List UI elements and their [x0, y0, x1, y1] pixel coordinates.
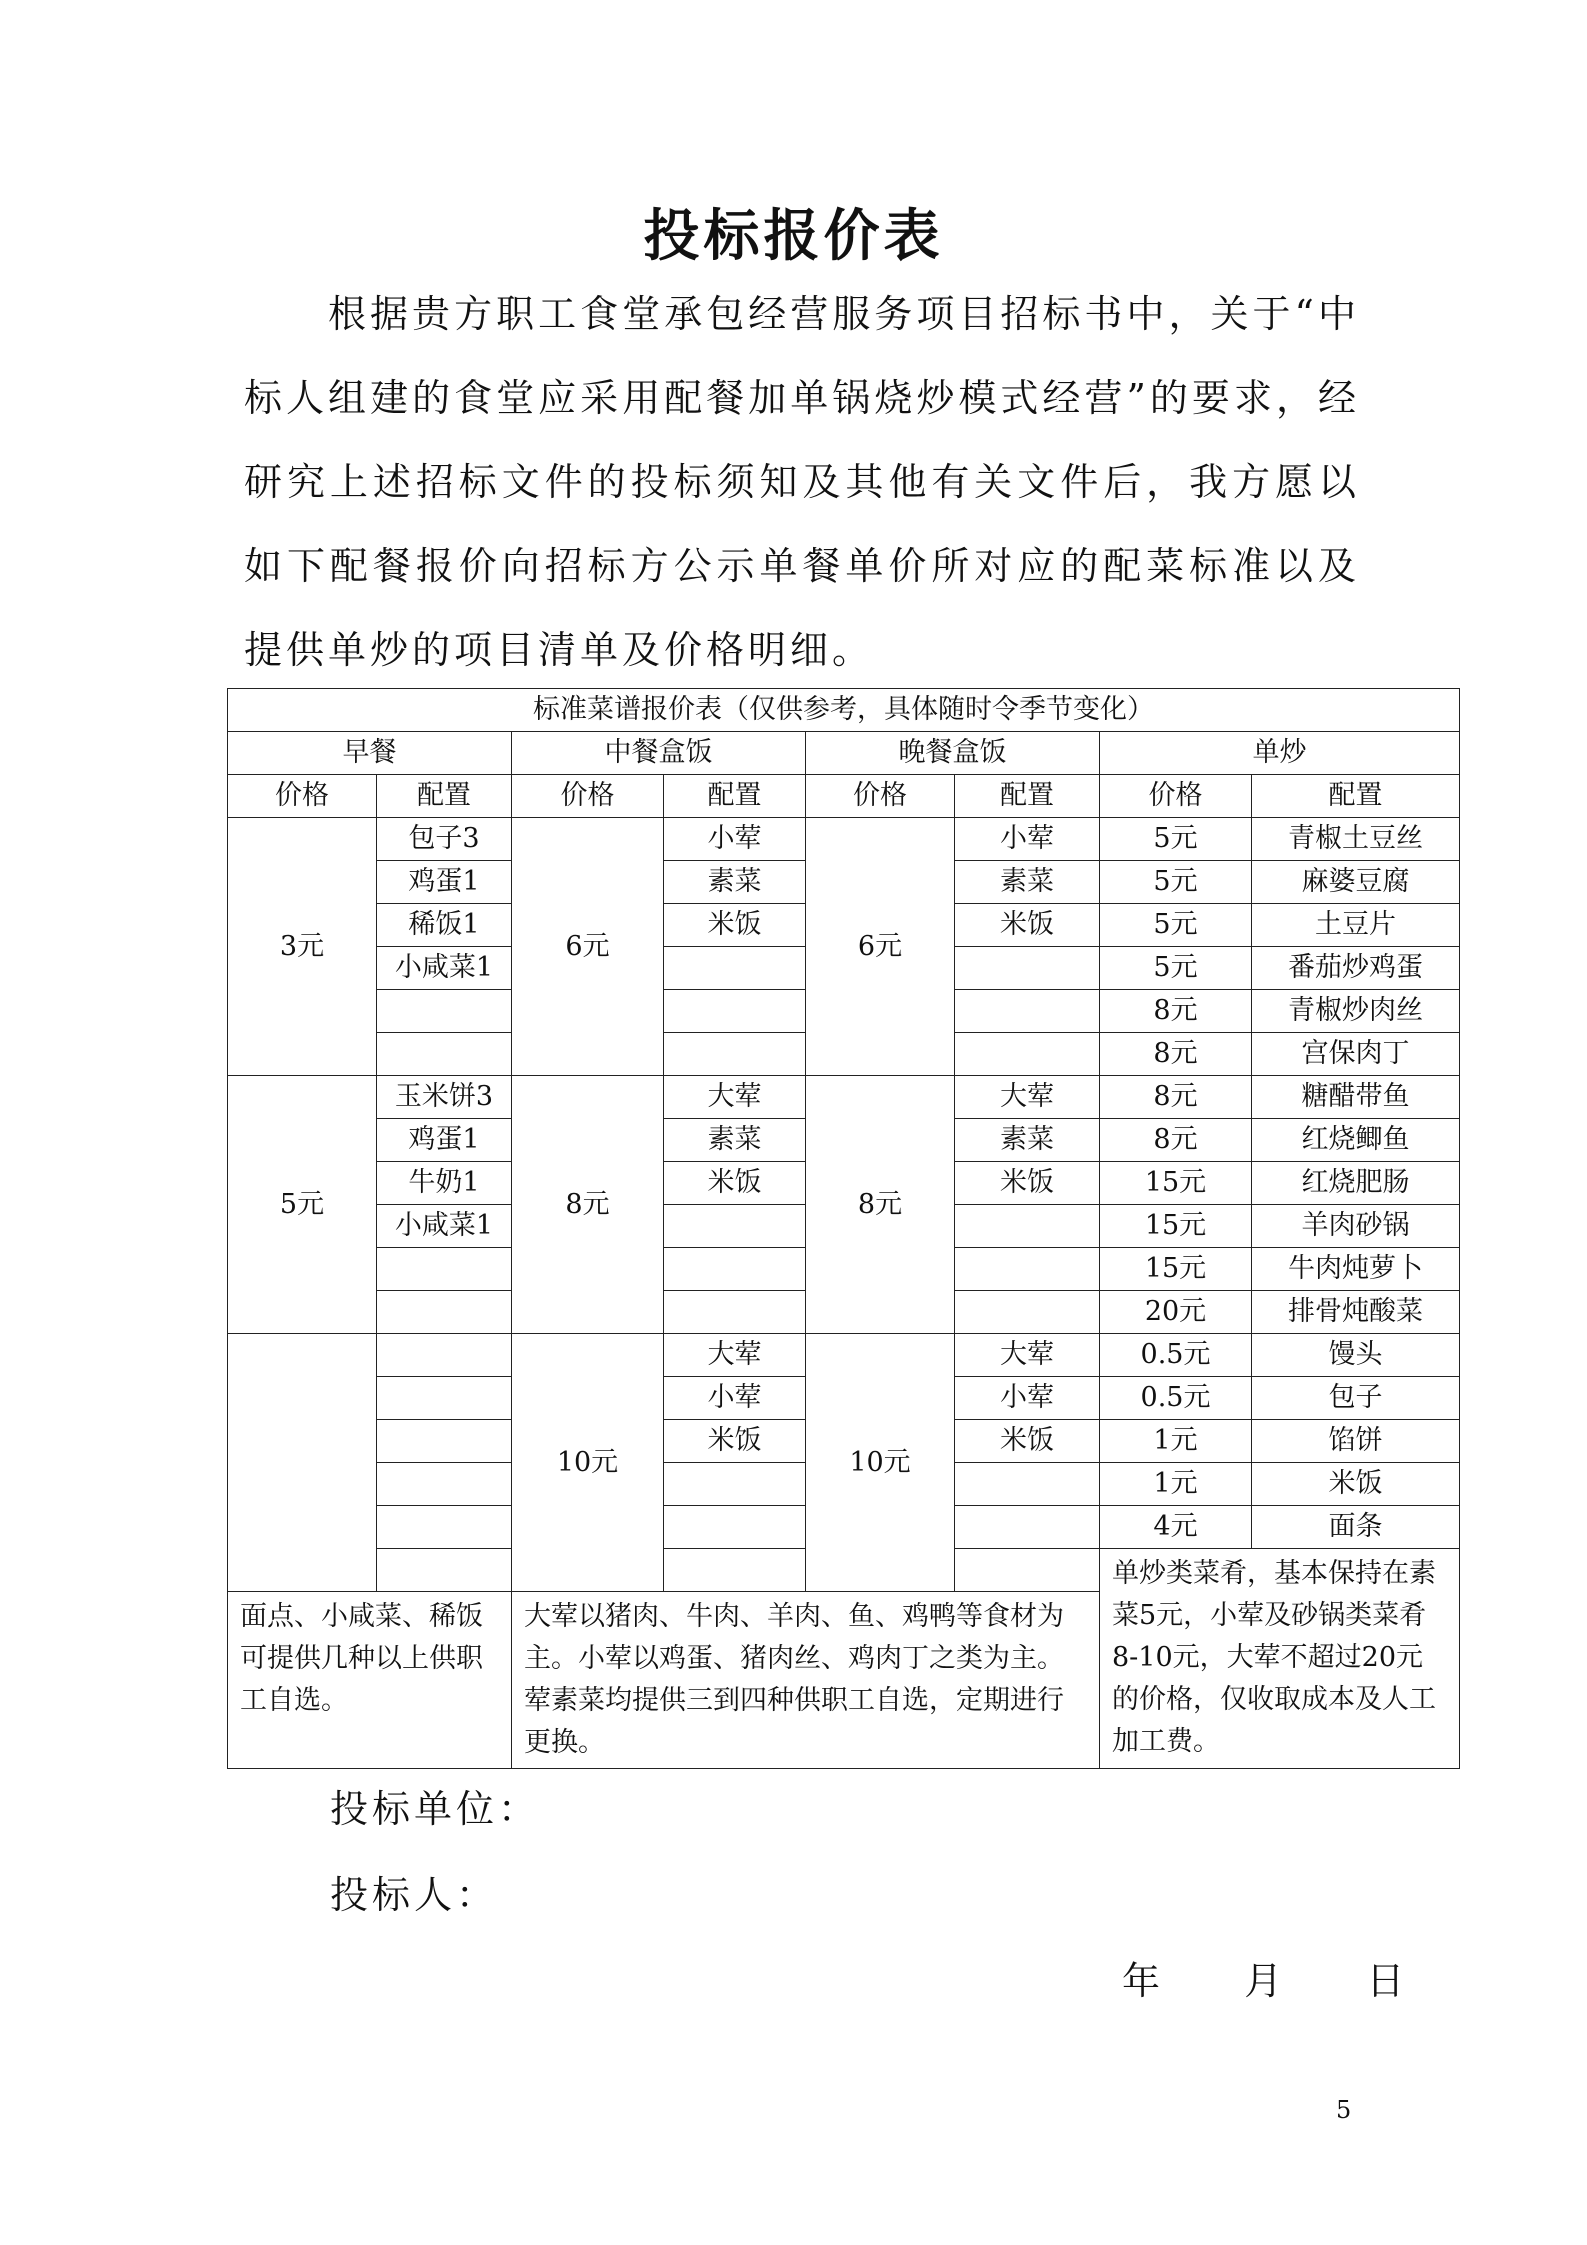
dinner-item: 米饭: [955, 904, 1100, 947]
page-title: 投标报价表: [643, 203, 944, 269]
page-number: 5: [1336, 2096, 1352, 2124]
lunch-item: [664, 1248, 806, 1291]
stir-fry-dish: 宫保肉丁: [1252, 1033, 1460, 1076]
breakfast-item: [377, 1248, 512, 1291]
stir-fry-price: 0.5元: [1100, 1377, 1252, 1420]
stir-fry-price: 15元: [1100, 1162, 1252, 1205]
dinner-item: 小荤: [955, 1377, 1100, 1420]
dinner-item: [955, 990, 1100, 1033]
dinner-price: 6元: [806, 818, 955, 1076]
breakfast-price: 5元: [228, 1076, 377, 1334]
price-header: 价格: [228, 775, 377, 818]
dinner-item: 大荤: [955, 1076, 1100, 1119]
year-label: 年: [1122, 1959, 1161, 2003]
stir-fry-price: 5元: [1100, 904, 1252, 947]
table-sub-header-row: [228, 775, 1460, 818]
lunch-item: [664, 947, 806, 990]
stir-fry-dish: 面条: [1252, 1506, 1460, 1549]
stir-fry-dish: 土豆片: [1252, 904, 1460, 947]
breakfast-item: 鸡蛋1: [377, 1119, 512, 1162]
stir-fry-price: 1元: [1100, 1463, 1252, 1506]
group-header: 中餐盒饭: [512, 732, 806, 775]
breakfast-item: [377, 990, 512, 1033]
breakfast-note: 面点、小咸菜、稀饭可提供几种以上供职工自选。: [228, 1592, 512, 1769]
stir-fry-dish: 排骨炖酸菜: [1252, 1291, 1460, 1334]
breakfast-item: 牛奶1: [377, 1162, 512, 1205]
breakfast-price: 3元: [228, 818, 377, 1076]
table-caption-row: [228, 689, 1460, 732]
breakfast-item: [377, 1420, 512, 1463]
group-header: 晚餐盒饭: [806, 732, 1100, 775]
stir-fry-price: 5元: [1100, 861, 1252, 904]
stir-fry-price: 15元: [1100, 1205, 1252, 1248]
lunch-item: [664, 1033, 806, 1076]
stir-fry-price: 4元: [1100, 1506, 1252, 1549]
stir-fry-price: 8元: [1100, 990, 1252, 1033]
table-row: [228, 1334, 1460, 1377]
breakfast-item: 玉米饼3: [377, 1076, 512, 1119]
dinner-item: [955, 1248, 1100, 1291]
stir-fry-dish: 麻婆豆腐: [1252, 861, 1460, 904]
stir-fry-dish: 青椒炒肉丝: [1252, 990, 1460, 1033]
stir-fry-dish: 馒头: [1252, 1334, 1460, 1377]
lunch-item: 米饭: [664, 1162, 806, 1205]
dinner-item: 小荤: [955, 818, 1100, 861]
table-row: [228, 1076, 1460, 1119]
dinner-price: 8元: [806, 1076, 955, 1334]
lunch-price: 10元: [512, 1334, 664, 1592]
dinner-item: 大荤: [955, 1334, 1100, 1377]
price-header: 价格: [806, 775, 955, 818]
table-row: [228, 818, 1460, 861]
stir-fry-dish: 包子: [1252, 1377, 1460, 1420]
dinner-item: [955, 1463, 1100, 1506]
lunch-item: [664, 1549, 806, 1592]
bidder-person-label: 投标人：: [330, 1873, 499, 1917]
breakfast-item: 鸡蛋1: [377, 861, 512, 904]
bidder-unit-label: 投标单位：: [330, 1787, 541, 1831]
intro-paragraph: 根据贵方职工食堂承包经营服务项目招标书中，关于“中标人组建的食堂应采用配餐加单锅烧炒模式经营”的要求，经研究上述招标文件的投标须知及其他有关文件后，我方愿以如下配餐报价向招标方公示单餐单价所对应的配菜标准以及提供单炒的项目清单及价格明细。: [244, 292, 1360, 672]
config-header: 配置: [664, 775, 806, 818]
date-line: [1122, 1950, 1404, 2005]
dinner-item: [955, 1033, 1100, 1076]
stir-fry-dish: 红烧肥肠: [1252, 1162, 1460, 1205]
config-header: 配置: [377, 775, 512, 818]
stir-fry-price: 1元: [1100, 1420, 1252, 1463]
breakfast-item: [377, 1463, 512, 1506]
lunch-item: 米饭: [664, 1420, 806, 1463]
dinner-item: 米饭: [955, 1420, 1100, 1463]
stir-fry-dish: 馅饼: [1252, 1420, 1460, 1463]
price-header: 价格: [512, 775, 664, 818]
group-header: 早餐: [228, 732, 512, 775]
dinner-item: 素菜: [955, 1119, 1100, 1162]
stir-fry-price: 8元: [1100, 1033, 1252, 1076]
lunch-item: [664, 1506, 806, 1549]
stir-fry-price: 5元: [1100, 818, 1252, 861]
dinner-item: [955, 1506, 1100, 1549]
lunch-item: 米饭: [664, 904, 806, 947]
breakfast-item: 稀饭1: [377, 904, 512, 947]
lunch-item: [664, 1205, 806, 1248]
stir-fry-dish: 番茄炒鸡蛋: [1252, 947, 1460, 990]
lunch-item: 素菜: [664, 861, 806, 904]
breakfast-item: [377, 1506, 512, 1549]
breakfast-item: 小咸菜1: [377, 947, 512, 990]
dinner-item: [955, 1549, 1100, 1592]
breakfast-item: [377, 1549, 512, 1592]
stir-fry-dish: 羊肉砂锅: [1252, 1205, 1460, 1248]
price-header: 价格: [1100, 775, 1252, 818]
dinner-item: [955, 1205, 1100, 1248]
stir-fry-note: 单炒类菜肴，基本保持在素菜5元，小荤及砂锅类菜肴8-10元，大荤不超过20元的价格，仅收取成本及人工加工费。: [1100, 1549, 1460, 1769]
dinner-item: [955, 1291, 1100, 1334]
lunch-price: 8元: [512, 1076, 664, 1334]
breakfast-item: [377, 1291, 512, 1334]
dinner-item: 素菜: [955, 861, 1100, 904]
lunch-price: 6元: [512, 818, 664, 1076]
stir-fry-price: 0.5元: [1100, 1334, 1252, 1377]
stir-fry-dish: 牛肉炖萝卜: [1252, 1248, 1460, 1291]
lunch-item: [664, 990, 806, 1033]
dinner-item: 米饭: [955, 1162, 1100, 1205]
lunch-item: 小荤: [664, 1377, 806, 1420]
day-label: 日: [1366, 1959, 1405, 2003]
stir-fry-price: 20元: [1100, 1291, 1252, 1334]
stir-fry-dish: 米饭: [1252, 1463, 1460, 1506]
stir-fry-price: 5元: [1100, 947, 1252, 990]
breakfast-item: [377, 1033, 512, 1076]
dinner-price: 10元: [806, 1334, 955, 1592]
month-label: 月: [1244, 1959, 1283, 2003]
table-group-header-row: [228, 732, 1460, 775]
stir-fry-price: 8元: [1100, 1076, 1252, 1119]
menu-price-table: [227, 688, 1460, 1769]
breakfast-price: [228, 1334, 377, 1592]
lunch-item: 大荤: [664, 1076, 806, 1119]
lunch-item: 大荤: [664, 1334, 806, 1377]
dinner-item: [955, 947, 1100, 990]
meals-note: 大荤以猪肉、牛肉、羊肉、鱼、鸡鸭等食材为主。小荤以鸡蛋、猪肉丝、鸡肉丁之类为主。荤素菜均提供三到四种供职工自选，定期进行更换。: [512, 1592, 1100, 1769]
lunch-item: 素菜: [664, 1119, 806, 1162]
breakfast-item: 包子3: [377, 818, 512, 861]
breakfast-item: [377, 1377, 512, 1420]
stir-fry-dish: 糖醋带鱼: [1252, 1076, 1460, 1119]
config-header: 配置: [955, 775, 1100, 818]
config-header: 配置: [1252, 775, 1460, 818]
lunch-item: 小荤: [664, 818, 806, 861]
stir-fry-dish: 红烧鲫鱼: [1252, 1119, 1460, 1162]
lunch-item: [664, 1463, 806, 1506]
stir-fry-price: 15元: [1100, 1248, 1252, 1291]
lunch-item: [664, 1291, 806, 1334]
stir-fry-dish: 青椒土豆丝: [1252, 818, 1460, 861]
breakfast-item: 小咸菜1: [377, 1205, 512, 1248]
table-caption: 标准菜谱报价表（仅供参考，具体随时令季节变化）: [228, 689, 1460, 732]
stir-fry-price: 8元: [1100, 1119, 1252, 1162]
group-header: 单炒: [1100, 732, 1460, 775]
breakfast-item: [377, 1334, 512, 1377]
